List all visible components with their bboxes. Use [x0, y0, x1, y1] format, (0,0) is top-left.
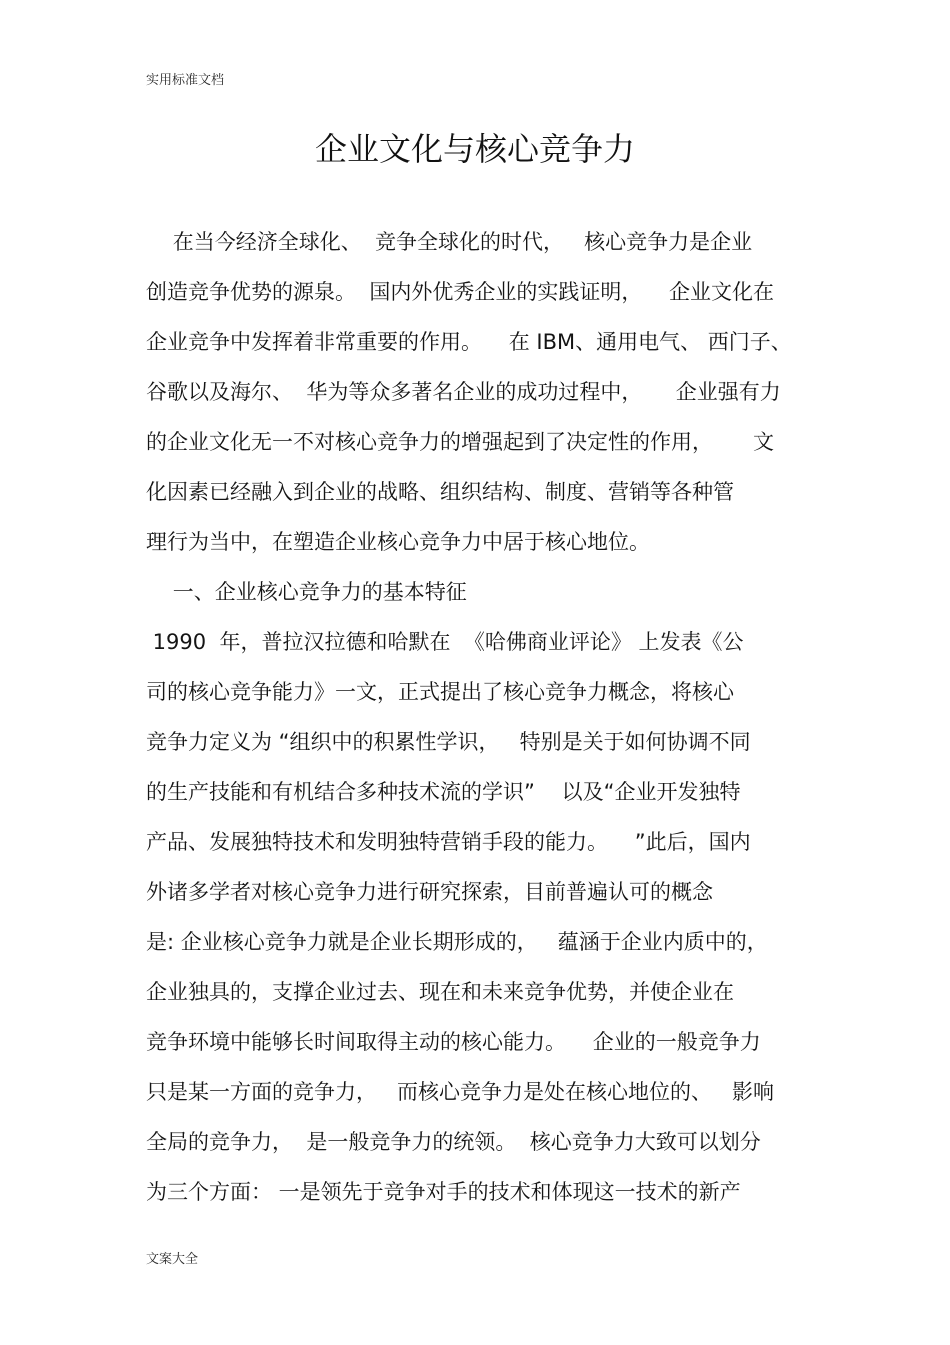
text-line: 全局的竞争力， 是一般竞争力的统领。 核心竞争力大致可以划分: [146, 1130, 761, 1154]
text-line: 是: 企业核心竞争力就是企业长期形成的， 蕴涵于企业内质中的，: [146, 930, 768, 954]
text-line: 产品、发展独特技术和发明独特营销手段的能力。 ”此后，国内: [146, 830, 751, 854]
section-heading: 一、企业核心竞争力的基本特征: [146, 580, 467, 604]
text-line: 外诸多学者对核心竞争力进行研究探索，目前普遍认可的概念: [146, 880, 713, 904]
text-line: 化因素已经融入到企业的战略、组织结构、制度、营销等各种管: [146, 480, 734, 504]
text-line: 理行为当中，在塑造企业核心竞争力中居于核心地位。: [146, 530, 650, 554]
body-text: [146, 222, 826, 1222]
text-line: 只是某一方面的竞争力， 而核心竞争力是处在核心地位的、 影响: [146, 1080, 775, 1104]
page-header: 实用标准文档: [146, 73, 225, 88]
document-title: 企业文化与核心竞争力: [314, 130, 635, 168]
text-line: 1990 年，普拉汉拉德和哈默在 《哈佛商业评论》 上发表《公: [146, 630, 744, 654]
text-line: 企业独具的，支撑企业过去、现在和未来竞争优势，并使企业在: [146, 980, 734, 1004]
page-footer: 文案大全: [146, 1252, 199, 1267]
text-line: 创造竞争优势的源泉。 国内外优秀企业的实践证明， 企业文化在: [146, 280, 775, 304]
text-line: 为三个方面： 一是领先于竞争对手的技术和体现这一技术的新产: [146, 1180, 741, 1204]
text-line: 企业竞争中发挥着非常重要的作用。 在 IBM、通用电气、 西门子、: [146, 330, 792, 354]
text-line: 竞争力定义为 “组织中的积累性学识， 特别是关于如何协调不同: [146, 730, 751, 754]
text-line: 的生产技能和有机结合多种技术流的学识” 以及“企业开发独特: [146, 780, 741, 804]
text-line: 谷歌以及海尔、 华为等众多著名企业的成功过程中， 企业强有力: [146, 380, 781, 404]
text-line: 司的核心竞争能力》一文，正式提出了核心竞争力概念，将核心: [146, 680, 734, 704]
text-line: 在当今经济全球化、 竞争全球化的时代， 核心竞争力是企业: [146, 230, 753, 254]
text-line: 竞争环境中能够长时间取得主动的核心能力。 企业的一般竞争力: [146, 1030, 761, 1054]
text-line: 的企业文化无一不对核心竞争力的增强起到了决定性的作用， 文: [146, 430, 775, 454]
